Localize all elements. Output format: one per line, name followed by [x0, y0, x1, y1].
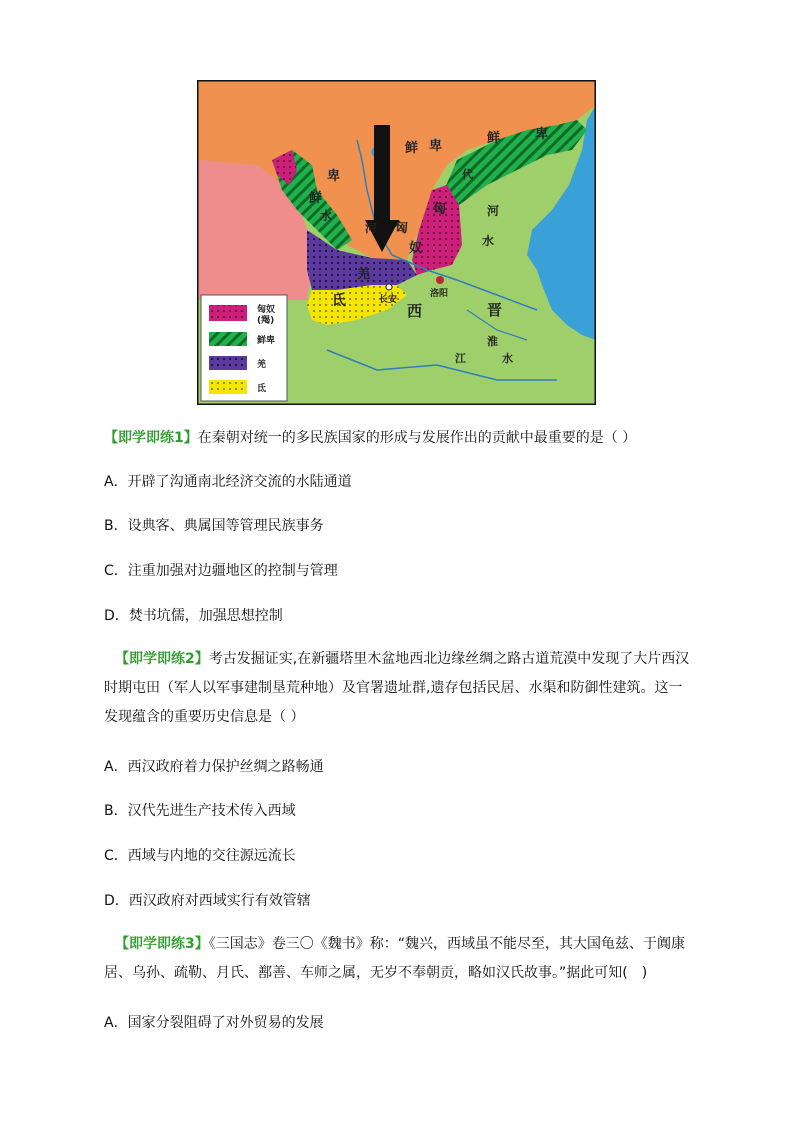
label-xianbei-top2: 卑: [429, 139, 443, 154]
question-1-tag: 【即学即练1】: [104, 430, 198, 446]
legend-swatch-di: [209, 380, 247, 394]
label-dai: 代: [462, 168, 473, 181]
changan-marker: [386, 284, 392, 290]
legend-label-xiongnu: 匈奴: [257, 305, 276, 315]
label-he-1: 河: [365, 221, 378, 235]
label-shui-3: 水: [502, 352, 513, 365]
question-2-text: 考古发掘证实,在新疆塔里木盆地西北边缘丝绸之路古道荒漠中发现了大片西汉时期屯田（军人以军事建制垦荒种地）及官署遗址群,遗存包括民居、水渠和防御性建筑。这一发现蕴含的重要历史信息是（ ）: [104, 651, 690, 725]
label-xianbei-ne2: 卑: [535, 127, 549, 142]
label-luoyang: 洛阳: [430, 289, 449, 299]
question-1-text: 在秦朝对统一的多民族国家的形成与发展作出的贡献中最重要的是（ ）: [197, 430, 637, 446]
question-3: [104, 930, 694, 988]
question-1-option-a: A．开辟了沟通南北经济交流的水陆通道: [104, 474, 352, 490]
question-2-tag: 【即学即练2】: [115, 651, 209, 667]
question-1: [104, 424, 636, 452]
legend-sub-xiongnu: (羯): [257, 316, 275, 326]
label-xiongnu-2: 奴: [409, 241, 423, 256]
question-3-tag: 【即学即练3】: [115, 936, 209, 952]
label-xianbei-left: 鲜: [309, 191, 323, 206]
legend-swatch-xianbei: [209, 332, 247, 346]
label-shui-2: 水: [482, 234, 495, 248]
label-xiongnu-1: 匈: [395, 221, 409, 236]
question-2-option-b: B．汉代先进生产技术传入西域: [104, 803, 296, 819]
question-3-text: 《三国志》卷三〇《魏书》称：“魏兴，西域虽不能尽至，其大国龟兹、于阗康居、乌孙、疏勒、月氏、鄯善、车师之属，无岁不奉朝贡，略如汉氏故事。”据此可知( ): [104, 936, 686, 981]
legend-label-qiang: 羌: [257, 360, 267, 370]
label-xianbei-ne: 鲜: [487, 131, 501, 146]
label-jiang: 江: [455, 352, 466, 365]
question-3-option-a: A．国家分裂阻碍了对外贸易的发展: [104, 1015, 324, 1031]
label-huai: 淮: [487, 335, 498, 348]
question-1-option-b: B．设典客、典属国等管理民族事务: [104, 518, 324, 534]
question-2-option-c: C．西域与内地的交往源远流长: [104, 848, 296, 864]
question-2-option-d: D．西汉政府对西域实行有效管辖: [104, 893, 311, 909]
historical-map: [197, 80, 596, 405]
luoyang-marker: [436, 276, 444, 284]
question-1-option-d: D．焚书坑儒，加强思想控制: [104, 608, 283, 624]
label-xianbei-left2: 卑: [327, 169, 341, 184]
question-2-option-a: A．西汉政府着力保护丝绸之路畅通: [104, 759, 324, 775]
label-di: 氐: [332, 293, 346, 309]
label-shui-1: 水: [320, 209, 333, 223]
map-svg: [197, 80, 596, 405]
legend-label-di: 氐: [257, 384, 267, 394]
label-qiang: 羌: [357, 267, 371, 282]
migration-arrow-shaft: [374, 125, 390, 225]
label-changan: 长安: [379, 295, 398, 305]
label-xianbei-top: 鲜: [405, 141, 419, 156]
legend-swatch-xiongnu: [209, 305, 247, 321]
label-jin: 晋: [487, 301, 503, 319]
question-1-option-c: C．注重加强对边疆地区的控制与管理: [104, 563, 338, 579]
label-xi: 西: [407, 302, 423, 320]
label-he-2: 河: [487, 204, 500, 218]
question-2: [104, 645, 694, 732]
legend-swatch-qiang: [209, 356, 247, 370]
legend-label-xianbei: 鲜卑: [257, 336, 276, 346]
label-xiongnu-3: 匈: [433, 202, 447, 217]
